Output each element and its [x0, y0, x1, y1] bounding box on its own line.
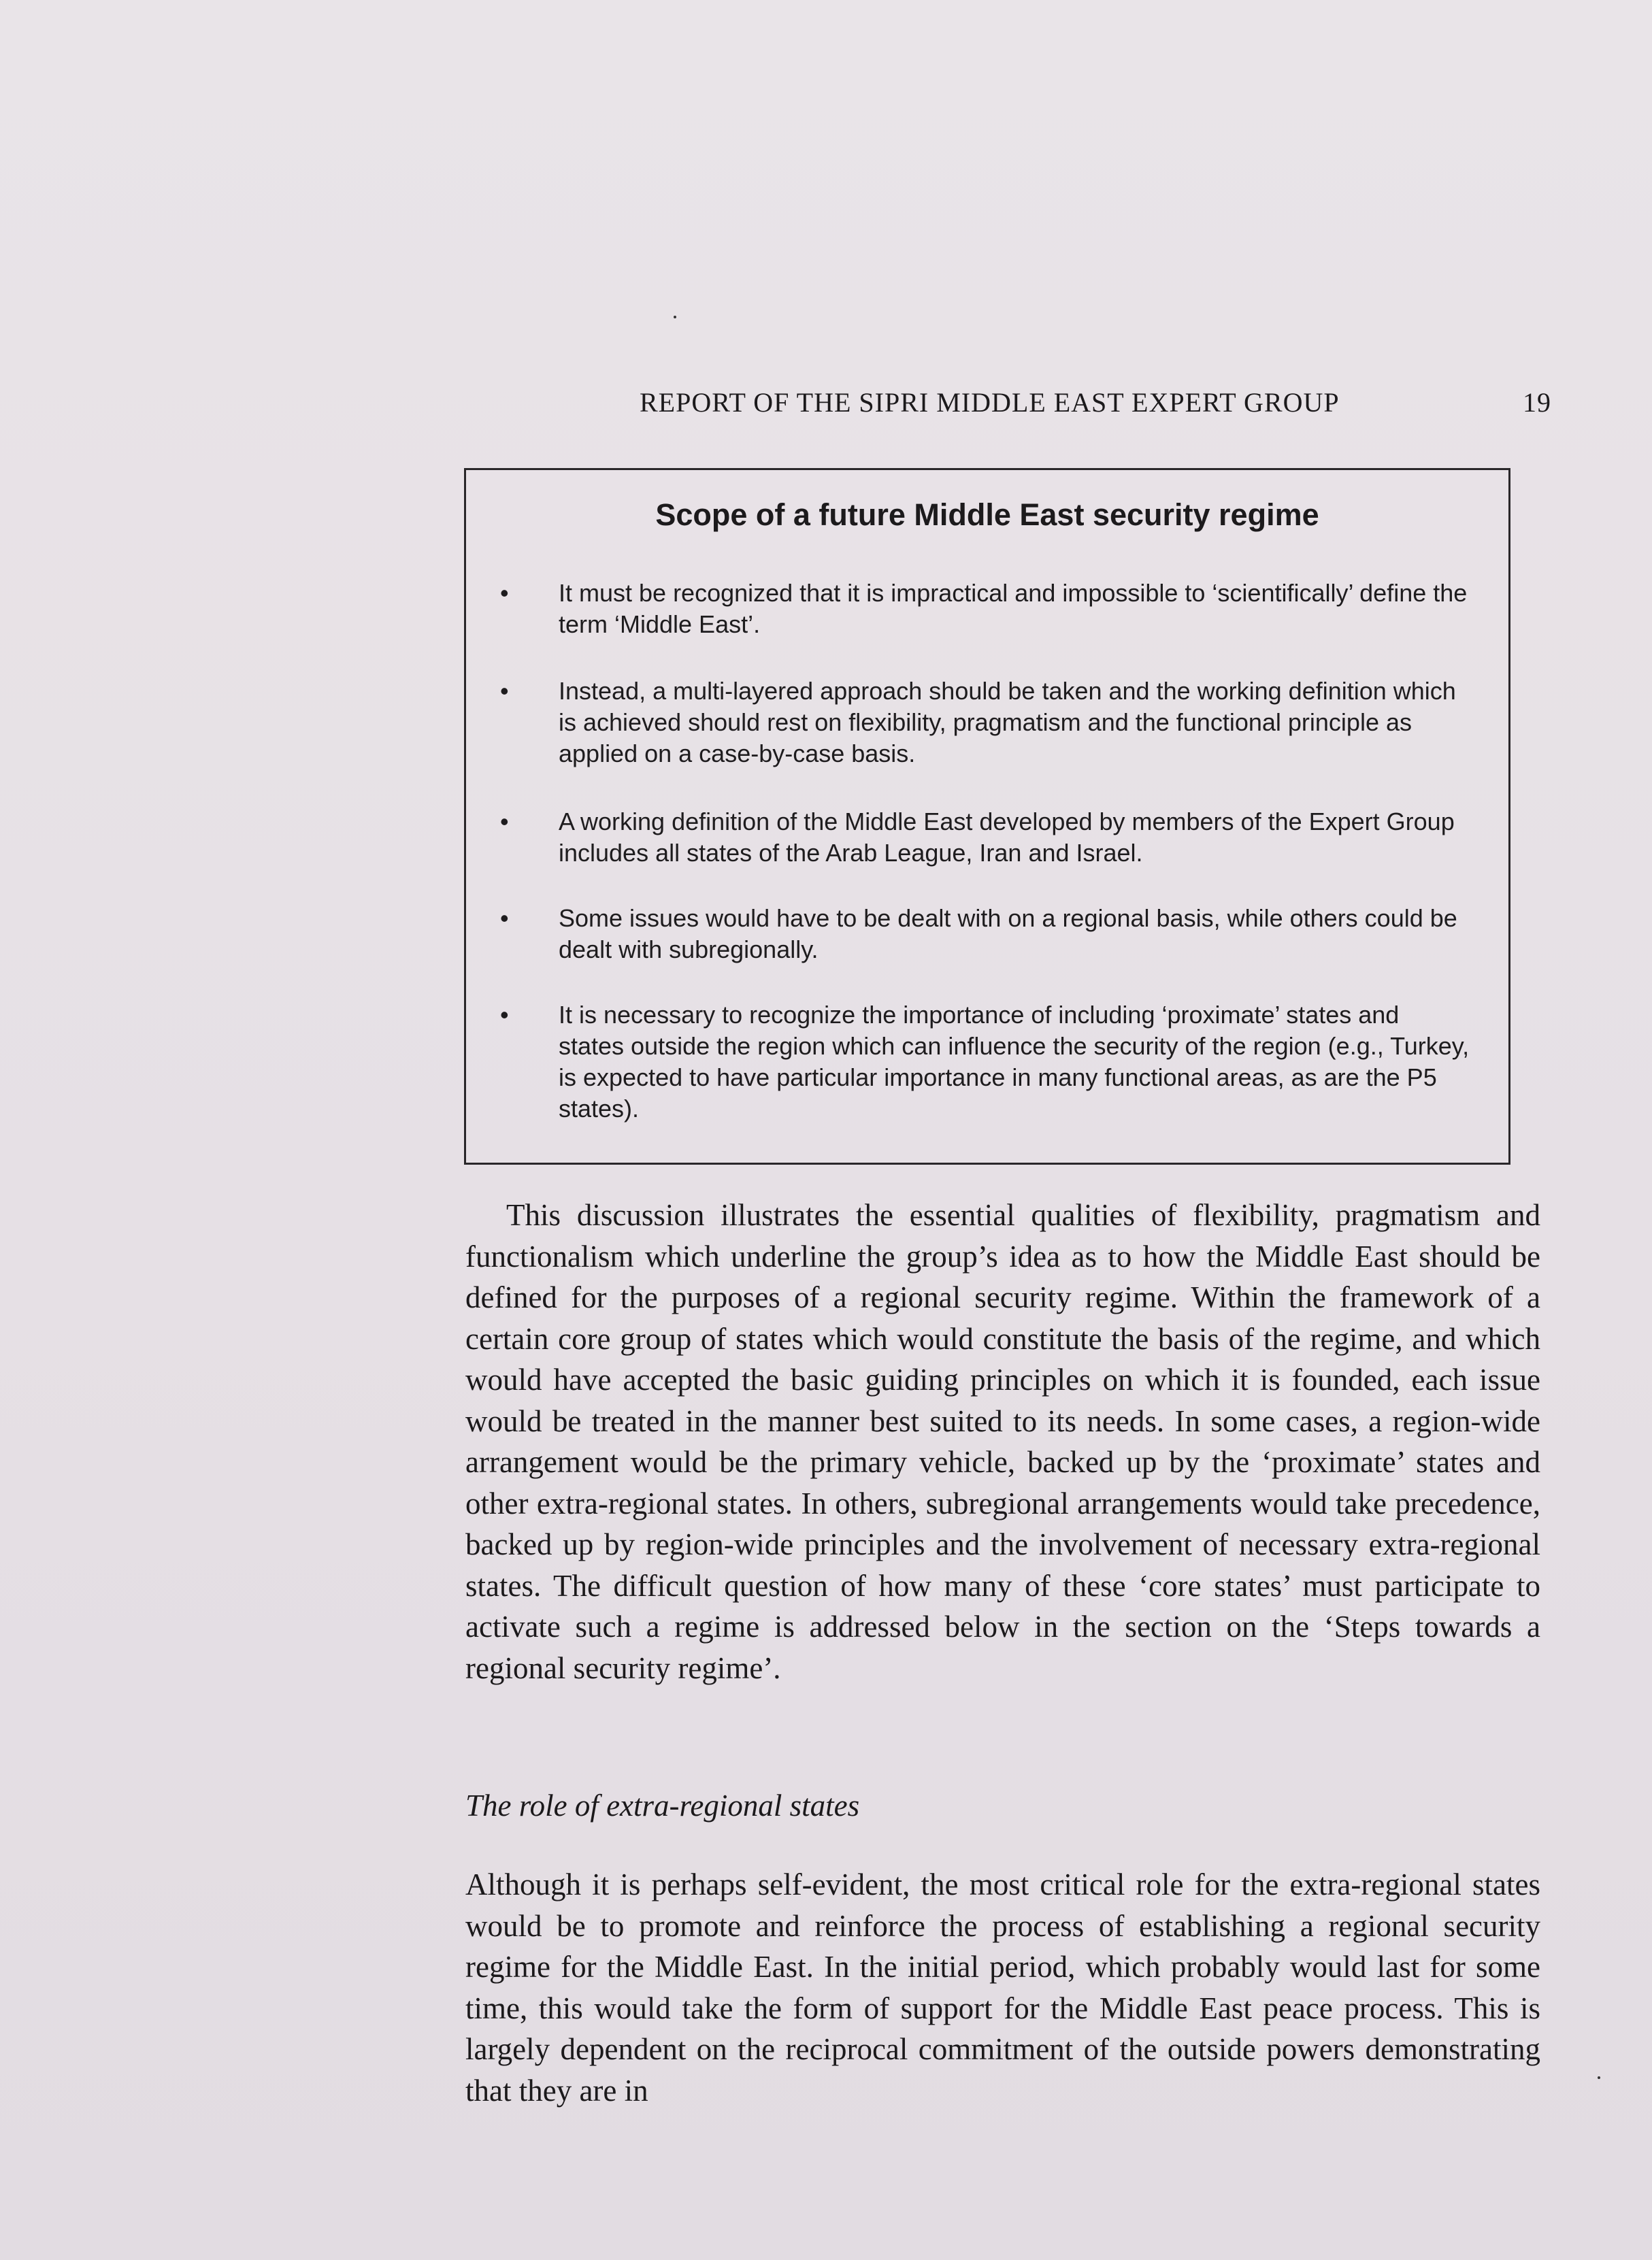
section-heading: The role of extra-regional states	[465, 1789, 860, 1823]
box-title: Scope of a future Middle East security regime	[655, 497, 1319, 532]
bullet-icon: •	[500, 579, 509, 607]
box-bullet-text: A working definition of the Middle East developed by members of the Expert Group includes all states of the Arab League, Iran and Israel.	[559, 808, 1455, 867]
box-bullet-text: Instead, a multi-layered approach should be taken and the working definition which is achieved should rest on flexibility, pragmatism and the functional principle as applied on a case-by-case basis.	[559, 677, 1456, 767]
bullet-icon: •	[500, 808, 509, 835]
bullet-icon: •	[500, 904, 509, 932]
box-bullet-item	[500, 903, 1470, 965]
box-bullet-item	[500, 806, 1470, 869]
box-bullet-text: It must be recognized that it is impractical and impossible to ‘scientifically’ define the term ‘Middle East’.	[559, 579, 1468, 638]
scan-speck	[674, 316, 676, 318]
page-number: 19	[1523, 387, 1551, 418]
box-bullet-item	[500, 676, 1470, 769]
running-head-title: REPORT OF THE SIPRI MIDDLE EAST EXPERT GROUP	[640, 387, 1340, 418]
scan-speck	[1598, 2076, 1600, 2079]
running-head	[640, 386, 1551, 418]
box-bullet-item	[500, 578, 1470, 640]
scope-box	[464, 468, 1510, 1165]
box-bullet-text: It is necessary to recognize the importance of including ‘proximate’ states and states outside the region which can influence the security of the region (e.g., Turkey, is expected to have particular importance in many functional areas, as are the P5 states).	[559, 1001, 1470, 1123]
body-paragraph-2: Although it is perhaps self-evident, the most critical role for the extra-regional states would be to promote and reinforce the process of establishing a regional security regime for the Middle East. In the initial period, which probably would last for some time, this would take the form of support for the Middle East peace process. This is largely dependent on the reciprocal commitment of the outside powers demonstrating that they are in	[465, 1867, 1540, 2108]
box-bullet-list	[466, 470, 1508, 1163]
box-bullet-text: Some issues would have to be dealt with on a regional basis, while others could be dealt with subregionally.	[559, 904, 1457, 963]
bullet-icon: •	[500, 677, 509, 705]
body-paragraph-1: This discussion illustrates the essential qualities of flexibility, pragmatism and functionalism which underline the group’s idea as to how the Middle East should be defined for the purposes of a regional security regime. Within the framework of a certain core group of states which would constitute the basis of the regime, and which would have accepted the basic guiding principles on which it is founded, each issue would be treated in the manner best suited to its needs. In some cases, a region-wide arrangement would be the primary vehicle, backed up by the ‘proximate’ states and other extra-regional states. In others, subregional arrangements would take precedence, backed up by region-wide principles and the involvement of necessary extra-regional states. The difficult question of how many of these ‘core states’ must participate to activate such a regime is addressed below in the section on the ‘Steps towards a regional security regime’.	[465, 1198, 1540, 1685]
bullet-icon: •	[500, 1001, 509, 1029]
box-bullet-item	[500, 999, 1470, 1125]
